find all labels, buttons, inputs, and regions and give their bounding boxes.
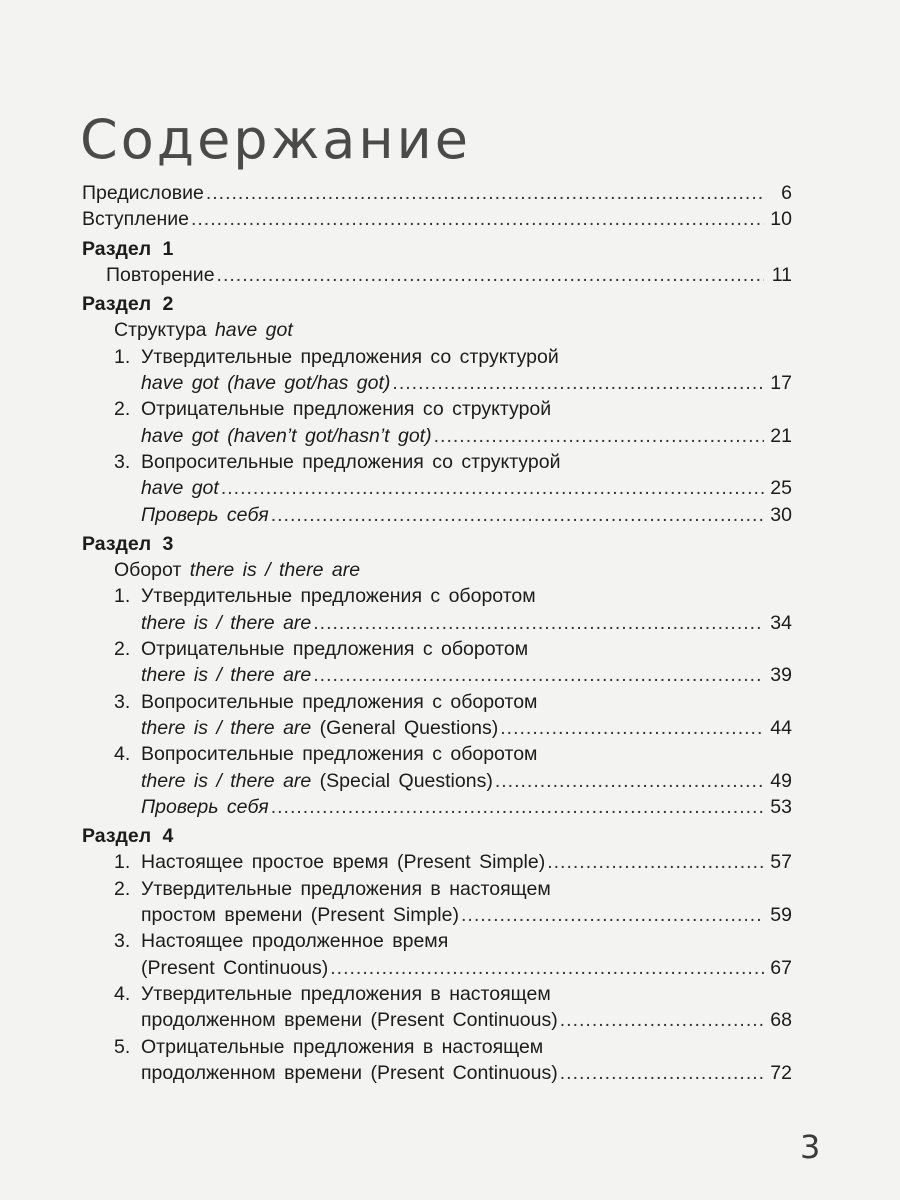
toc-heading [82, 559, 792, 585]
toc-entry [82, 264, 792, 290]
label-text: Структура [114, 319, 215, 342]
page-ref: 21 [770, 424, 792, 447]
toc-label [114, 559, 360, 582]
dot-leader [313, 612, 764, 635]
dot-leader [495, 770, 764, 793]
toc-label [114, 451, 561, 474]
page-ref: 30 [770, 503, 792, 526]
toc-label [106, 264, 215, 287]
dot-leader [330, 957, 764, 980]
toc-entry [82, 372, 792, 398]
dot-leader [547, 851, 764, 874]
toc-heading [82, 319, 792, 345]
section-label: Раздел 1 [82, 237, 174, 260]
label-text: Отрицательные предложения с оборотом [141, 638, 529, 661]
italic-text: there is / there are [141, 716, 312, 739]
toc-entry [82, 208, 792, 234]
page-ref: 11 [771, 263, 792, 286]
toc-label [141, 664, 311, 687]
label-text: (Present Continuous) [141, 956, 329, 979]
label-text: Вступление [82, 208, 189, 231]
item-number: 5. [114, 1035, 131, 1058]
toc-label [114, 1036, 543, 1059]
toc-label [114, 346, 559, 369]
section-label: Раздел 3 [82, 532, 174, 555]
page-ref: 6 [781, 182, 792, 204]
dot-leader [221, 477, 764, 500]
toc-section [82, 238, 792, 264]
dot-leader [392, 372, 764, 395]
toc-entry [82, 504, 792, 530]
toc-entry [82, 796, 792, 822]
label-text: Утвердительные предложения с оборотом [141, 585, 536, 608]
toc-label [82, 208, 189, 231]
toc-label [141, 796, 269, 819]
toc-label [114, 638, 528, 661]
label-text: Оборот [114, 559, 190, 582]
toc-item [82, 691, 792, 717]
toc-label [114, 319, 293, 342]
toc-section [82, 293, 792, 319]
toc-section [82, 533, 792, 559]
toc-entry [82, 425, 792, 451]
toc-item [82, 930, 792, 956]
dot-leader [560, 1009, 764, 1032]
page-ref: 17 [770, 372, 792, 395]
italic-text: Проверь себя [141, 795, 269, 818]
dot-leader [217, 264, 764, 287]
page-ref: 25 [770, 477, 792, 500]
item-number: 1. [114, 585, 131, 608]
italic-text: have got (haven’t got/hasn’t got) [141, 424, 432, 447]
toc-item [82, 1036, 792, 1062]
page-ref: 49 [770, 769, 792, 792]
dot-leader [313, 664, 764, 687]
dot-leader [206, 182, 764, 205]
page-ref: 68 [770, 1009, 792, 1032]
label-text: Повторение [106, 263, 215, 286]
page-ref: 67 [770, 956, 792, 979]
label-text: Утвердительные предложения в настоящем [141, 982, 551, 1005]
toc-item [82, 743, 792, 769]
label-text: Утвердительные предложения в настоящем [141, 877, 551, 900]
page-ref: 34 [770, 611, 792, 634]
label-text: Настоящее продолженное время [141, 930, 449, 953]
toc-label [141, 1062, 558, 1085]
toc-label [141, 372, 390, 395]
toc-entry [82, 717, 792, 743]
toc-entry [82, 957, 792, 983]
toc-item [82, 585, 792, 611]
label-text: (Special Questions) [311, 769, 493, 792]
italic-text: there is / there are [189, 559, 361, 582]
item-number: 2. [114, 877, 131, 900]
label-text: простом времени (Present Simple) [141, 904, 459, 927]
label-text: Утвердительные предложения со структурой [141, 345, 559, 368]
item-number: 4. [114, 743, 131, 766]
toc-label [141, 717, 498, 740]
item-number: 1. [114, 345, 131, 368]
toc-label [82, 182, 204, 205]
toc-label [141, 425, 432, 448]
toc-entry [82, 770, 792, 796]
toc-label [114, 585, 536, 608]
italic-text: there is / there are [141, 664, 312, 687]
label-text: Настоящее простое время (Present Simple) [141, 851, 546, 874]
section-label: Раздел 2 [82, 293, 174, 316]
dot-leader [461, 904, 764, 927]
toc-label [114, 851, 545, 874]
toc-label [141, 957, 328, 980]
italic-text: have got [141, 477, 219, 500]
page-ref: 72 [770, 1061, 792, 1084]
toc-label [141, 477, 219, 500]
page-number: 3 [800, 1128, 821, 1166]
toc-item [82, 346, 792, 372]
item-number: 3. [114, 450, 131, 473]
dot-leader [271, 796, 764, 819]
toc-entry [82, 904, 792, 930]
toc-entry [82, 664, 792, 690]
label-text: Отрицательные предложения со структурой [141, 398, 552, 421]
dot-leader [271, 504, 764, 527]
toc-item [82, 451, 792, 477]
section-label: Раздел 4 [82, 825, 174, 848]
dot-leader [500, 717, 764, 740]
toc-label [141, 612, 311, 635]
italic-text: have got (have got/has got) [141, 372, 391, 395]
toc-entry [82, 182, 792, 208]
toc-item [82, 983, 792, 1009]
toc-entry [82, 612, 792, 638]
page-ref: 39 [770, 664, 792, 687]
label-text: продолженном времени (Present Continuous) [141, 1009, 558, 1032]
italic-text: Проверь себя [141, 503, 269, 526]
toc-label [141, 1009, 558, 1032]
toc-label [114, 691, 537, 714]
table-of-contents [82, 182, 792, 1088]
toc-label [114, 398, 551, 421]
label-text: Отрицательные предложения в настоящем [141, 1035, 544, 1058]
label-text: Предисловие [82, 182, 204, 204]
page-ref: 59 [770, 904, 792, 927]
toc-section [82, 825, 792, 851]
item-number: 3. [114, 690, 131, 713]
item-number: 4. [114, 982, 131, 1005]
label-text: продолженном времени (Present Continuous) [141, 1061, 558, 1084]
page-ref: 10 [770, 208, 792, 231]
label-text: Вопросительные предложения с оборотом [141, 743, 538, 766]
item-number: 2. [114, 638, 131, 661]
page-ref: 44 [770, 716, 792, 739]
toc-entry [82, 477, 792, 503]
italic-text: have got [214, 319, 293, 342]
label-text: (General Questions) [311, 716, 499, 739]
italic-text: there is / there are [141, 611, 312, 634]
dot-leader [434, 425, 764, 448]
page-title: Содержание [80, 108, 471, 172]
toc-label [114, 983, 551, 1006]
toc-label [114, 878, 551, 901]
label-text: Вопросительные предложения со структурой [141, 450, 561, 473]
toc-label [114, 930, 448, 953]
italic-text: there is / there are [141, 769, 312, 792]
toc-item [82, 398, 792, 424]
label-text: Вопросительные предложения с оборотом [141, 690, 538, 713]
toc-label [141, 504, 269, 527]
toc-item [82, 878, 792, 904]
dot-leader [560, 1062, 764, 1085]
dot-leader [191, 208, 764, 231]
toc-label [141, 770, 493, 793]
page-ref: 57 [770, 851, 792, 874]
toc-entry [82, 851, 792, 877]
toc-label [114, 743, 537, 766]
item-number: 1. [114, 851, 131, 874]
item-number: 3. [114, 930, 131, 953]
item-number: 2. [114, 398, 131, 421]
toc-entry [82, 1062, 792, 1088]
toc-entry [82, 1009, 792, 1035]
page-ref: 53 [770, 795, 792, 818]
toc-label [141, 904, 459, 927]
toc-item [82, 638, 792, 664]
